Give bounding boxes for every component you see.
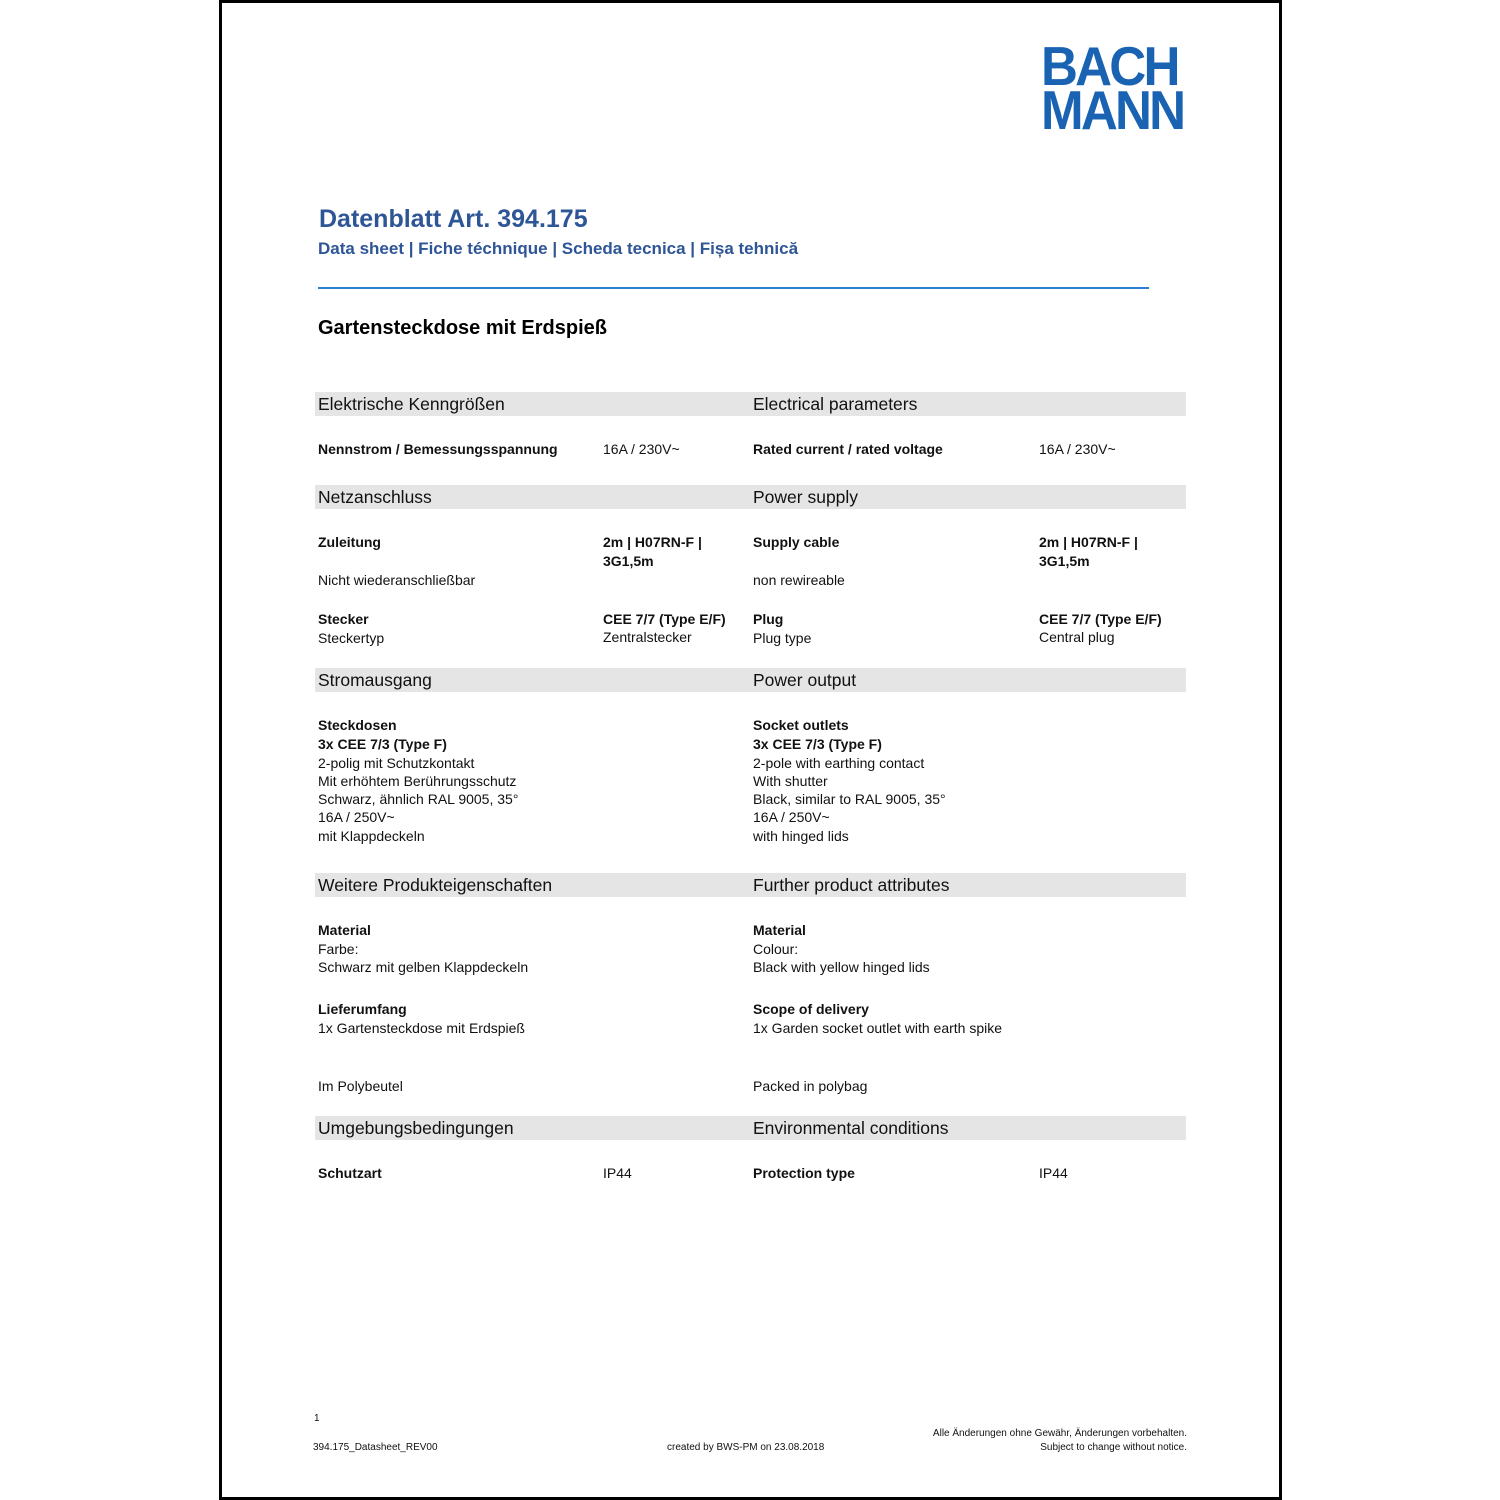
cable-note-en: non rewireable [753,572,845,588]
plug-value-de: CEE 7/7 (Type E/F) [603,611,726,627]
outlets-line-en: 2-pole with earthing contact [753,755,925,771]
section-power-supply [315,485,1186,509]
logo-line-2: MANN [1041,79,1184,141]
section-title-de: Umgebungsbedingungen [318,1118,514,1138]
material-line-de: Farbe: [318,941,359,957]
protection-value-de: IP44 [603,1165,632,1181]
cable-label-de: Zuleitung [318,534,381,550]
outlets-line-de: Schwarz, ähnlich RAL 9005, 35° [318,791,519,807]
page-number: 1 [314,1413,320,1424]
disclaimer-en: Subject to change without notice. [1040,1442,1187,1453]
document-id: 394.175_Datasheet_REV00 [313,1442,438,1453]
cable-value-de-1: 2m | H07RN-F | [603,534,702,550]
cable-note-de: Nicht wiederanschließbar [318,572,476,588]
delivery-line-en: 1x Garden socket outlet with earth spike [753,1020,1003,1036]
material-label-en: Material [753,922,806,938]
outlets-line-de: 2-polig mit Schutzkontakt [318,755,475,771]
delivery-line-en: Packed in polybag [753,1078,868,1094]
cable-value-en-2: 3G1,5m [1039,553,1090,569]
delivery-label-de: Lieferumfang [318,1001,407,1017]
outlets-line-en: 3x CEE 7/3 (Type F) [753,736,882,752]
section-title-en: Electrical parameters [753,394,918,414]
section-title-de: Stromausgang [318,670,432,690]
outlets-label-en: Socket outlets [753,717,849,733]
protection-value-en: IP44 [1039,1165,1068,1181]
disclaimer-de: Alle Änderungen ohne Gewähr, Änderungen vorbehalten. [932,1428,1187,1439]
plug-type-de: Zentralstecker [603,629,692,645]
protection-label-de: Schutzart [318,1165,382,1181]
cable-value-de-2: 3G1,5m [603,553,654,569]
rated-value-de: 16A / 230V~ [603,441,680,457]
section-title-en: Further product attributes [753,875,950,895]
section-electrical [315,392,1186,416]
material-line-de: Schwarz mit gelben Klappdeckeln [318,959,529,975]
outlets-line-de: 3x CEE 7/3 (Type F) [318,736,447,752]
section-title-de: Weitere Produkteigenschaften [318,875,553,895]
bachmann-logo [1041,35,1184,141]
cable-value-en-1: 2m | H07RN-F | [1039,534,1138,550]
section-title-de: Elektrische Kenngrößen [318,394,505,414]
section-title-de: Netzanschluss [318,487,432,507]
outlets-line-de: mit Klappdeckeln [318,828,425,844]
header-divider [318,287,1149,289]
section-title-en: Environmental conditions [753,1118,949,1138]
page-title: Datenblatt Art. 394.175 [319,205,588,233]
outlets-label-de: Steckdosen [318,717,397,733]
outlets-line-en: With shutter [753,773,828,789]
delivery-line-de: 1x Gartensteckdose mit Erdspieß [318,1020,525,1036]
section-title-en: Power output [753,670,857,690]
rated-value-en: 16A / 230V~ [1039,441,1116,457]
section-further-attributes [315,873,1186,897]
plug-sub-de: Steckertyp [318,630,385,646]
section-environmental [315,1116,1186,1140]
plug-label-de: Stecker [318,611,369,627]
product-name: Gartensteckdose mit Erdspieß [318,317,607,339]
delivery-line-de: Im Polybeutel [318,1078,403,1094]
protection-label-en: Protection type [753,1165,855,1181]
plug-type-en: Central plug [1039,629,1115,645]
section-title-en: Power supply [753,487,859,507]
rated-label-de: Nennstrom / Bemessungsspannung [318,441,558,457]
created-info: created by BWS-PM on 23.08.2018 [667,1442,825,1453]
plug-label-en: Plug [753,611,784,627]
page-subtitle: Data sheet | Fiche téchnique | Scheda tecnica | Fișa tehnică [318,239,799,258]
outlets-line-en: 16A / 250V~ [753,809,830,825]
outlets-line-de: Mit erhöhtem Berührungsschutz [318,773,517,789]
material-line-en: Colour: [753,941,799,957]
material-label-de: Material [318,922,371,938]
material-line-en: Black with yellow hinged lids [753,959,930,975]
delivery-label-en: Scope of delivery [753,1001,869,1017]
section-power-output [315,668,1186,692]
outlets-line-en: with hinged lids [753,828,849,844]
cable-label-en: Supply cable [753,534,840,550]
outlets-line-de: 16A / 250V~ [318,809,395,825]
logo-line-1: BACH [1041,35,1178,97]
plug-value-en: CEE 7/7 (Type E/F) [1039,611,1162,627]
outlets-line-en: Black, similar to RAL 9005, 35° [753,791,946,807]
plug-sub-en: Plug type [753,630,812,646]
rated-label-en: Rated current / rated voltage [753,441,943,457]
